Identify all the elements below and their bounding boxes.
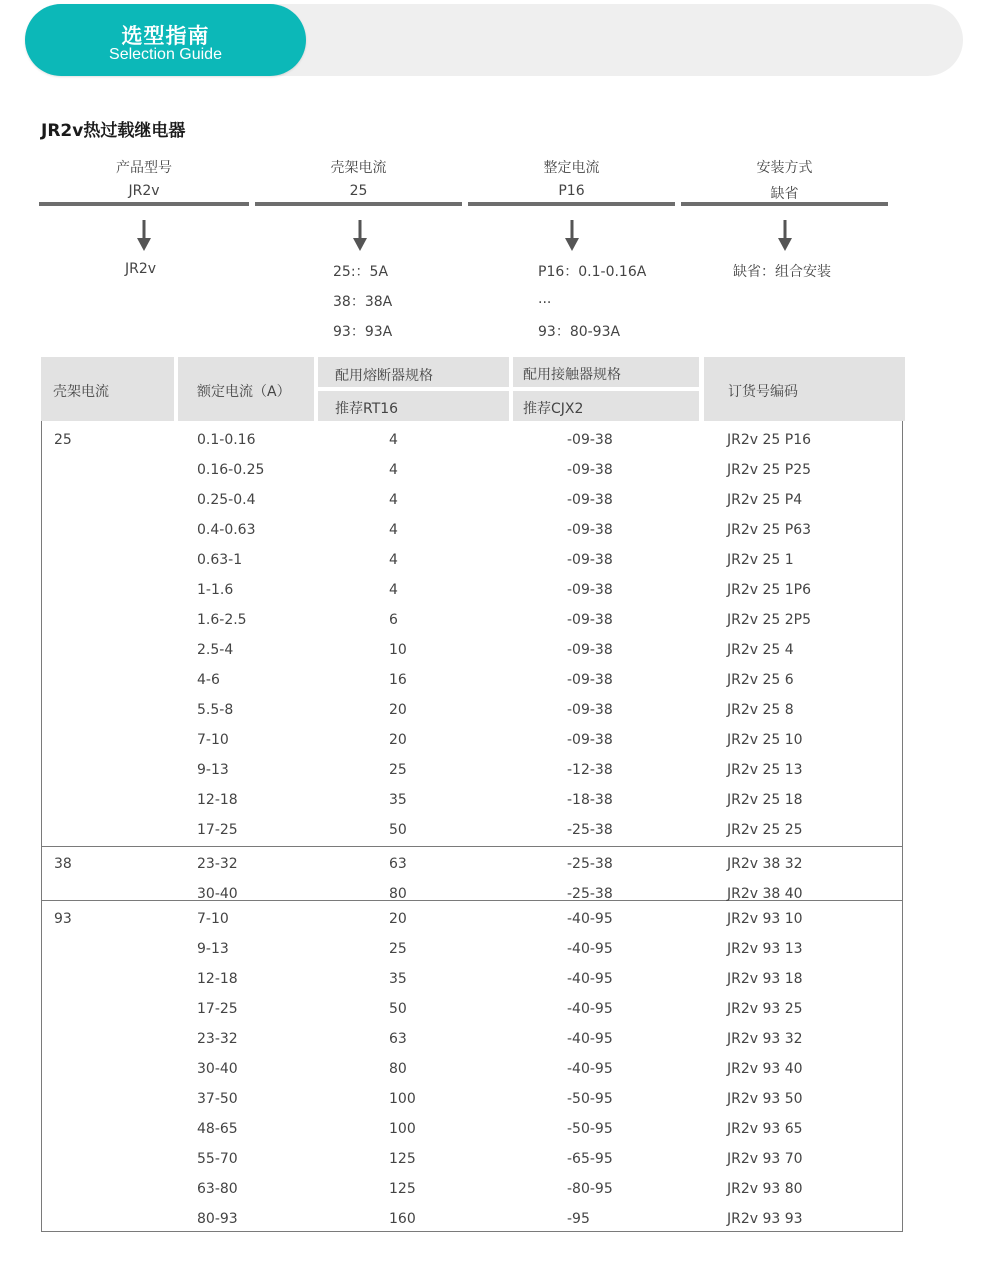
cell-contactor: -50-95 xyxy=(567,1121,613,1137)
cell-contactor: -09-38 xyxy=(567,582,613,598)
cell-fuse: 63 xyxy=(389,1031,407,1047)
cell-contactor: -09-38 xyxy=(567,552,613,568)
header-cell-contactor-recommended: 推荐CJX2 xyxy=(513,391,699,421)
cell-fuse: 4 xyxy=(389,582,398,598)
table-row xyxy=(41,932,903,962)
cell-rated-current: 0.1-0.16 xyxy=(197,432,256,448)
selection-option: ... xyxy=(538,291,552,307)
cell-contactor: -40-95 xyxy=(567,1031,613,1047)
cell-order-code: JR2v 93 93 xyxy=(727,1211,803,1227)
cell-fuse: 4 xyxy=(389,522,398,538)
table-row xyxy=(41,693,903,723)
cell-order-code: JR2v 38 40 xyxy=(727,886,803,902)
cell-order-code: JR2v 93 32 xyxy=(727,1031,803,1047)
cell-contactor: -80-95 xyxy=(567,1181,613,1197)
table-row xyxy=(41,813,903,843)
cell-fuse: 20 xyxy=(389,702,407,718)
cell-contactor: -65-95 xyxy=(567,1151,613,1167)
cell-frame-current: 25 xyxy=(54,432,72,448)
cell-order-code: JR2v 25 P16 xyxy=(727,432,812,448)
cell-contactor: -18-38 xyxy=(567,792,613,808)
header-cell-rated-current: 额定电流（A） xyxy=(178,357,314,421)
cell-rated-current: 12-18 xyxy=(197,792,238,808)
header-cell-order-code: 订货号编码 xyxy=(704,357,905,421)
cell-order-code: JR2v 93 50 xyxy=(727,1091,803,1107)
cell-contactor: -12-38 xyxy=(567,762,613,778)
cell-frame-current: 38 xyxy=(54,856,72,872)
cell-rated-current: 2.5-4 xyxy=(197,642,234,658)
table-row xyxy=(41,723,903,753)
cell-contactor: -09-38 xyxy=(567,732,613,748)
cell-order-code: JR2v 25 P4 xyxy=(727,492,803,508)
table-row xyxy=(41,573,903,603)
cell-order-code: JR2v 93 25 xyxy=(727,1001,803,1017)
table-row xyxy=(41,847,903,877)
cell-contactor: -25-38 xyxy=(567,822,613,838)
table-row xyxy=(41,453,903,483)
cell-fuse: 4 xyxy=(389,432,398,448)
table-row xyxy=(41,1172,903,1202)
cell-contactor: -09-38 xyxy=(567,642,613,658)
cell-contactor: -09-38 xyxy=(567,522,613,538)
cell-rated-current: 9-13 xyxy=(197,762,229,778)
cell-contactor: -09-38 xyxy=(567,702,613,718)
selection-column-setting xyxy=(468,154,675,344)
cell-rated-current: 0.63-1 xyxy=(197,552,243,568)
cell-rated-current: 30-40 xyxy=(197,886,238,902)
cell-rated-current: 37-50 xyxy=(197,1091,238,1107)
selection-option: 93：93A xyxy=(333,324,393,340)
selection-divider xyxy=(468,202,675,206)
table-row xyxy=(41,902,903,932)
table-row xyxy=(41,1142,903,1172)
cell-contactor: -50-95 xyxy=(567,1091,613,1107)
selection-option: 38：38A xyxy=(333,294,393,310)
table-row xyxy=(41,753,903,783)
selection-value: JR2v xyxy=(128,183,160,199)
selection-option: JR2v xyxy=(125,261,157,277)
selection-label: 产品型号 xyxy=(116,160,172,176)
arrow-down-icon xyxy=(352,220,368,252)
cell-fuse: 50 xyxy=(389,822,407,838)
cell-fuse: 6 xyxy=(389,612,398,628)
cell-fuse: 125 xyxy=(389,1181,416,1197)
cell-rated-current: 1-1.6 xyxy=(197,582,234,598)
cell-contactor: -40-95 xyxy=(567,1001,613,1017)
cell-contactor: -40-95 xyxy=(567,971,613,987)
cell-order-code: JR2v 93 80 xyxy=(727,1181,803,1197)
cell-order-code: JR2v 25 4 xyxy=(727,642,794,658)
selection-option: P16：0.1-0.16A xyxy=(538,264,647,280)
selection-column-mounting xyxy=(681,154,888,344)
cell-order-code: JR2v 25 25 xyxy=(727,822,803,838)
cell-contactor: -40-95 xyxy=(567,941,613,957)
cell-order-code: JR2v 25 2P5 xyxy=(727,612,812,628)
selection-option: 93：80-93A xyxy=(538,324,621,340)
cell-rated-current: 0.25-0.4 xyxy=(197,492,256,508)
cell-fuse: 35 xyxy=(389,971,407,987)
cell-fuse: 20 xyxy=(389,732,407,748)
cell-fuse: 35 xyxy=(389,792,407,808)
arrow-down-icon xyxy=(777,220,793,252)
cell-contactor: -09-38 xyxy=(567,462,613,478)
table-row xyxy=(41,483,903,513)
table-row xyxy=(41,1082,903,1112)
cell-rated-current: 17-25 xyxy=(197,822,238,838)
cell-rated-current: 30-40 xyxy=(197,1061,238,1077)
table-row xyxy=(41,783,903,813)
cell-fuse: 80 xyxy=(389,1061,407,1077)
selection-column-frame xyxy=(255,154,462,344)
selection-value: 25 xyxy=(349,183,368,199)
cell-rated-current: 1.6-2.5 xyxy=(197,612,247,628)
table-row xyxy=(41,1202,903,1232)
cell-contactor: -95 xyxy=(567,1211,590,1227)
header-cell-frame-current: 壳架电流 xyxy=(41,357,174,421)
selection-divider xyxy=(681,202,888,206)
cell-fuse: 100 xyxy=(389,1091,416,1107)
cell-contactor: -09-38 xyxy=(567,672,613,688)
cell-contactor: -25-38 xyxy=(567,886,613,902)
cell-rated-current: 63-80 xyxy=(197,1181,238,1197)
section-header-badge xyxy=(25,4,306,76)
cell-rated-current: 7-10 xyxy=(197,732,229,748)
cell-order-code: JR2v 38 32 xyxy=(727,856,803,872)
cell-contactor: -09-38 xyxy=(567,492,613,508)
cell-rated-current: 80-93 xyxy=(197,1211,238,1227)
cell-fuse: 25 xyxy=(389,941,407,957)
arrow-down-icon xyxy=(564,220,580,252)
selection-option: 25:：5A xyxy=(333,264,389,280)
cell-fuse: 125 xyxy=(389,1151,416,1167)
header-cell-fuse-recommended: 推荐RT16 xyxy=(318,391,509,421)
cell-fuse: 80 xyxy=(389,886,407,902)
cell-rated-current: 5.5-8 xyxy=(197,702,234,718)
cell-order-code: JR2v 25 10 xyxy=(727,732,803,748)
cell-order-code: JR2v 93 18 xyxy=(727,971,803,987)
cell-fuse: 25 xyxy=(389,762,407,778)
cell-order-code: JR2v 25 18 xyxy=(727,792,803,808)
product-title: JR2v热过载继电器 xyxy=(41,121,186,141)
cell-contactor: -40-95 xyxy=(567,1061,613,1077)
cell-rated-current: 0.4-0.63 xyxy=(197,522,256,538)
cell-rated-current: 55-70 xyxy=(197,1151,238,1167)
cell-order-code: JR2v 25 6 xyxy=(727,672,794,688)
cell-rated-current: 0.16-0.25 xyxy=(197,462,265,478)
selection-option: 缺省：组合安装 xyxy=(733,264,831,280)
cell-fuse: 4 xyxy=(389,462,398,478)
table-row xyxy=(41,1022,903,1052)
cell-order-code: JR2v 93 10 xyxy=(727,911,803,927)
selection-value: 缺省 xyxy=(770,186,799,202)
section-title-cn: 选型指南 xyxy=(121,24,210,48)
selection-column-model xyxy=(39,154,249,344)
cell-order-code: JR2v 25 1P6 xyxy=(727,582,812,598)
table-row xyxy=(41,962,903,992)
cell-fuse: 20 xyxy=(389,911,407,927)
cell-rated-current: 9-13 xyxy=(197,941,229,957)
cell-order-code: JR2v 93 40 xyxy=(727,1061,803,1077)
cell-order-code: JR2v 25 1 xyxy=(727,552,794,568)
cell-rated-current: 12-18 xyxy=(197,971,238,987)
selection-divider xyxy=(39,202,249,206)
arrow-down-icon xyxy=(136,220,152,252)
table-row xyxy=(41,543,903,573)
table-row xyxy=(41,992,903,1022)
cell-fuse: 16 xyxy=(389,672,407,688)
table-row xyxy=(41,423,903,453)
section-title-en: Selection Guide xyxy=(109,46,222,63)
cell-rated-current: 23-32 xyxy=(197,856,238,872)
cell-order-code: JR2v 25 8 xyxy=(727,702,794,718)
selection-label: 整定电流 xyxy=(543,160,600,176)
cell-fuse: 4 xyxy=(389,552,398,568)
cell-rated-current: 17-25 xyxy=(197,1001,238,1017)
table-row xyxy=(41,513,903,543)
cell-rated-current: 7-10 xyxy=(197,911,229,927)
cell-fuse: 63 xyxy=(389,856,407,872)
cell-order-code: JR2v 93 13 xyxy=(727,941,803,957)
header-cell-contactor-spec: 配用接触器规格 xyxy=(513,357,699,387)
cell-frame-current: 93 xyxy=(54,911,72,927)
table-row xyxy=(41,633,903,663)
selection-divider xyxy=(255,202,462,206)
cell-fuse: 160 xyxy=(389,1211,416,1227)
cell-fuse: 4 xyxy=(389,492,398,508)
selection-label: 壳架电流 xyxy=(330,160,387,176)
cell-contactor: -25-38 xyxy=(567,856,613,872)
cell-fuse: 10 xyxy=(389,642,407,658)
cell-order-code: JR2v 93 70 xyxy=(727,1151,803,1167)
cell-rated-current: 4-6 xyxy=(197,672,220,688)
cell-fuse: 100 xyxy=(389,1121,416,1137)
cell-order-code: JR2v 25 P63 xyxy=(727,522,812,538)
cell-order-code: JR2v 25 13 xyxy=(727,762,803,778)
table-row xyxy=(41,603,903,633)
header-cell-fuse-spec: 配用熔断器规格 xyxy=(318,357,509,387)
cell-contactor: -09-38 xyxy=(567,612,613,628)
table-row xyxy=(41,663,903,693)
cell-rated-current: 23-32 xyxy=(197,1031,238,1047)
table-row xyxy=(41,1112,903,1142)
cell-order-code: JR2v 93 65 xyxy=(727,1121,803,1137)
cell-rated-current: 48-65 xyxy=(197,1121,238,1137)
table-row xyxy=(41,1052,903,1082)
cell-contactor: -40-95 xyxy=(567,911,613,927)
selection-label: 安装方式 xyxy=(756,160,813,176)
cell-order-code: JR2v 25 P25 xyxy=(727,462,812,478)
selection-value: P16 xyxy=(558,183,585,199)
cell-fuse: 50 xyxy=(389,1001,407,1017)
cell-contactor: -09-38 xyxy=(567,432,613,448)
